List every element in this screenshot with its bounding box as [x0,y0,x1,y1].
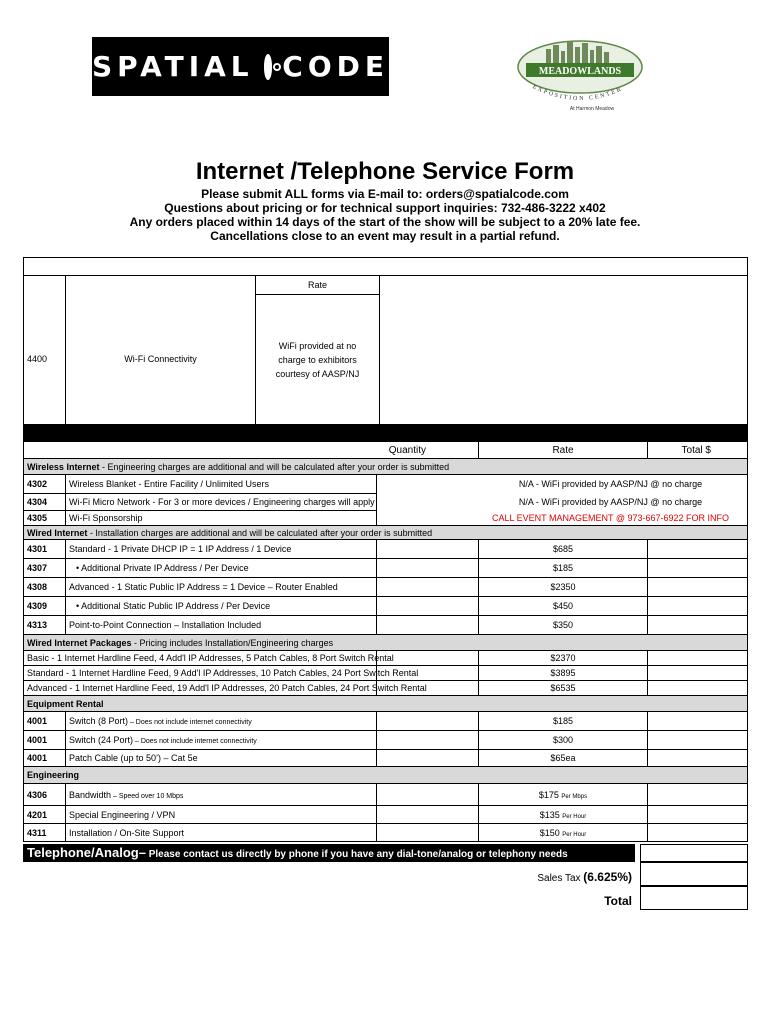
section-equipment: Equipment Rental [24,696,748,712]
total-input[interactable] [648,784,748,806]
section-packages [24,635,748,651]
item-description-note: – Speed over 10 Mbps [111,792,184,800]
item-code: 4306 [24,784,66,806]
item-code: 4311 [24,824,66,842]
quantity-header: Quantity [24,442,479,459]
quantity-input[interactable] [377,784,479,806]
item-description: • Additional Private IP Address / Per Device [66,559,377,578]
header-line-support: Questions about pricing or for technical support inquiries: 732-486-3222 x402 [164,201,606,215]
section-wired [24,526,748,540]
header-line-cancellation: Cancellations close to an event may result in a partial refund. [210,229,560,243]
item-rate: $685 [479,540,648,559]
section-wireless-note: - Engineering charges are additional and will be calculated after your order is submitted [99,461,450,472]
table-row [24,824,748,842]
black-bar [24,425,748,442]
table-row [24,750,748,767]
total-input[interactable] [648,578,748,597]
quantity-input[interactable] [377,824,479,842]
telephone-total-box [640,844,748,862]
logo-ring-icon [264,54,273,80]
item-description-main: Bandwidth [69,789,112,800]
header-line-email: Please submit ALL forms via E-mail to: orders@spatialcode.com [201,187,569,201]
item-rate: $350 [479,616,648,635]
total-input[interactable] [648,750,748,767]
section-packages-title: Wired Internet Packages [27,637,132,648]
rate-amount: $175 [538,789,559,800]
wifi-code: 4400 [24,295,66,425]
quantity-input[interactable] [377,597,479,616]
meadowlands-arc-text: EXPOSITION CENTER [531,84,624,103]
item-code: 4001 [24,750,66,767]
total-input[interactable] [648,824,748,842]
table-row [24,511,748,526]
total-input-box[interactable] [640,886,748,910]
table-row [24,806,748,824]
rate-header: Rate [479,442,648,459]
meadowlands-tagline: At Harmon Meadow [569,106,615,112]
item-description-main: Switch (8 Port) [69,716,129,726]
service-table [23,424,748,842]
item-description: Advanced - 1 Static Public IP Address = 1 Device – Router Enabled [66,578,377,597]
total-input[interactable] [648,616,748,635]
table-row [24,578,748,597]
item-description: Wi-Fi Sponsorship [66,511,377,526]
quantity-input[interactable] [377,806,479,824]
item-description-note: – Does not include internet connectivity [128,719,252,726]
item-rate: $300 [479,731,648,750]
item-code: 4309 [24,597,66,616]
item-description-main: Switch (24 Port) [69,735,134,745]
item-description: Standard - 1 Private DHCP IP = 1 IP Address / 1 Device [66,540,377,559]
item-code: 4307 [24,559,66,578]
section-packages-note: - Pricing includes Installation/Engineering charges [131,637,334,648]
sales-tax-rate: (6.625%) [583,870,632,884]
meadowlands-logo [512,37,648,113]
telephone-title: Telephone/Analog– [27,845,146,860]
total-input[interactable] [648,681,748,696]
item-description [66,784,377,806]
item-rate [479,824,648,842]
table-row [24,731,748,750]
table-row [24,712,748,731]
item-code: 4302 [24,475,66,494]
table-row [24,784,748,806]
quantity-input[interactable] [377,616,479,635]
rate-amount: $135 [539,809,560,820]
package-description: Advanced - 1 Internet Hardline Feed, 19 Add'l IP Addresses, 20 Patch Cables, 24 Port Switch Rental [24,681,377,696]
logo-text-right: CODE [282,50,389,83]
table-row [24,597,748,616]
item-rate-call: CALL EVENT MANAGEMENT @ 973-667-6922 FOR INFO [377,511,748,526]
table-row [24,559,748,578]
total-input[interactable] [648,712,748,731]
package-description: Standard - 1 Internet Hardline Feed, 9 Add'l IP Addresses, 10 Patch Cables, 24 Port Switch Rental [24,666,377,681]
telephone-bar [23,844,635,862]
section-wired-title: Wired Internet [27,527,88,538]
table-row [24,651,748,666]
sales-tax-label [380,866,632,888]
wifi-name: Wi-Fi Connectivity [66,295,256,425]
item-rate: $6535 [479,681,648,696]
total-input[interactable] [648,540,748,559]
item-description: Patch Cable (up to 50’) – Cat 5e [66,750,377,767]
item-description [66,712,377,731]
total-input[interactable] [648,731,748,750]
item-rate: $2350 [479,578,648,597]
item-code: 4308 [24,578,66,597]
section-wired-note: - Installation charges are additional and will be calculated after your order is submitted [87,527,433,538]
item-code: 4301 [24,540,66,559]
logo-text-left: SPATIAL [92,50,254,83]
item-rate: $3895 [479,666,648,681]
item-description: Point-to-Point Connection – Installation Included [66,616,377,635]
item-description: • Additional Static Public IP Address / Per Device [66,597,377,616]
quantity-input[interactable] [377,750,479,767]
total-input[interactable] [648,806,748,824]
item-rate [479,784,648,806]
wifi-note: WiFi provided at no charge to exhibitors courtesy of AASP/NJ [256,295,380,425]
wifi-right-blank [380,276,748,425]
table-row [24,681,748,696]
quantity-input[interactable] [377,731,479,750]
section-wireless [24,459,748,475]
section-wireless-title: Wireless Internet [27,461,100,472]
item-description: Wireless Blanket - Entire Facility / Unlimited Users [66,475,377,494]
quantity-input[interactable] [377,559,479,578]
table-row [24,494,748,511]
table-row [24,475,748,494]
quantity-input[interactable] [377,540,479,559]
wifi-top-blank [24,258,748,276]
item-code: 4313 [24,616,66,635]
item-code: 4201 [24,806,66,824]
item-rate: N/A - WiFi provided by AASP/NJ @ no charge [377,475,748,494]
sales-tax-input[interactable] [640,862,748,886]
item-rate: $450 [479,597,648,616]
table-row [24,540,748,559]
item-rate: $185 [479,559,648,578]
rate-unit: Per Hour [562,813,587,820]
wifi-table [23,257,748,425]
page-title: Internet /Telephone Service Form [195,158,575,185]
item-code: 4305 [24,511,66,526]
item-description: Special Engineering / VPN [66,806,377,824]
item-description: Wi-Fi Micro Network - For 3 or more devices / Engineering charges will apply [66,494,377,511]
rate-unit: Per Hour [562,831,587,838]
total-label: Total [604,894,632,908]
table-row [24,666,748,681]
quantity-input[interactable] [377,712,479,731]
sales-tax-text: Sales Tax [537,873,584,884]
package-description: Basic - 1 Internet Hardline Feed, 4 Add'l IP Addresses, 5 Patch Cables, 8 Port Switch Rental [24,651,377,666]
total-header: Total $ [648,442,748,459]
column-header-row [24,442,748,459]
wifi-name-cell-top [66,276,256,295]
item-code: 4304 [24,494,66,511]
section-engineering: Engineering [24,767,748,784]
telephone-note: Please contact us directly by phone if you have any dial-tone/analog or telephony needs [145,849,568,860]
item-description: Installation / On-Site Support [66,824,377,842]
spatialcode-logo [92,37,389,96]
total-input[interactable] [648,651,748,666]
table-row [24,616,748,635]
item-description-note: – Does not include internet connectivity [133,738,257,745]
wifi-code-cell-top [24,276,66,295]
item-rate: $185 [479,712,648,731]
quantity-input[interactable] [377,578,479,597]
item-rate: N/A - WiFi provided by AASP/NJ @ no charge [377,494,748,511]
item-rate: $2370 [479,651,648,666]
item-rate [479,806,648,824]
total-input[interactable] [648,559,748,578]
item-code: 4001 [24,712,66,731]
header-line-late-fee: Any orders placed within 14 days of the start of the show will be subject to a 20% late fee. [129,215,641,229]
item-code: 4001 [24,731,66,750]
wifi-rate-header: Rate [256,276,380,295]
item-rate: $65ea [479,750,648,767]
rate-unit: Per Mbps [561,793,588,800]
rate-amount: $150 [539,827,560,838]
total-input[interactable] [648,666,748,681]
total-input[interactable] [648,597,748,616]
meadowlands-name: MEADOWLANDS [538,66,622,77]
item-description [66,731,377,750]
